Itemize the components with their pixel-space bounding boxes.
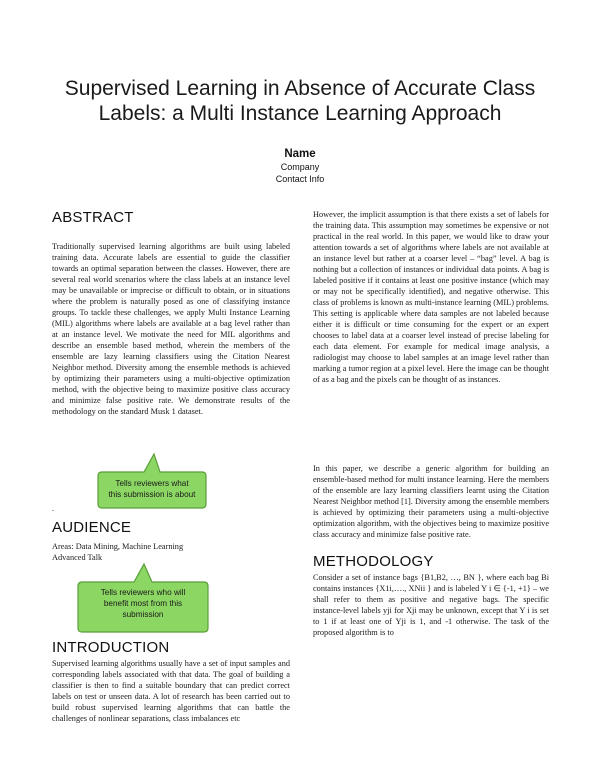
audience-text [52, 541, 290, 563]
title-line-2: Labels: a Multi Instance Learning Approach [98, 102, 502, 125]
abstract-heading: ABSTRACT [52, 209, 134, 226]
callout-text-2 [78, 587, 208, 620]
methodology-text [313, 572, 549, 638]
callout-2-line-2: benefit most from this [103, 599, 183, 608]
stray-dot: . [52, 504, 54, 513]
title-line-1: Supervised Learning in Absence of Accurate Class [64, 77, 536, 100]
right-column-text-2 [313, 463, 549, 540]
introduction-paragraph: Supervised learning algorithms usually have a set of input samples and corresponding labels associated with that data. The goal of building a classifier is then to find a suitable boundary that can predict correct labels on test or unseen data. A lot of research has been carried out to build robust supervised learning algorithms that can battle the challenges of nonlinear separations, class imbalances etc [52, 659, 290, 723]
callout-1-line-1: Tells reviewers what [115, 479, 189, 488]
abstract-paragraph: Traditionally supervised learning algorithms are built using labeled training data. Accurate labels are essential to guide the classifier towards an optimal separation between the classes. However, there are several real world scenarios where the class labels at an instance level may be unavailable or imprecise or difficult to obtain, or in situations where the problem is naturally posed as one of classifying instance groups. To tackle these challenges, we apply Multi Instance Learning (MIL) algorithms where labels are available at a bag level rather than at an instance level. We motivate the need for MIL algorithms and describe an ensemble based method, wherein the members of the ensemble are lazy learning classifiers using the Citation Nearest Neighbor method. Diversity among the ensemble methods is achieved by optimizing their parameters using a multi-objective optimization method, with the objective being to maximize positive class accuracy and minimize false positive rate. We demonstrate results of the methodology on the standard Musk 1 dataset. [52, 242, 290, 416]
methodology-paragraph: Consider a set of instance bags {B1,B2, …, BN }, where each bag Bi contains instances {X1i,…., XNii } and is labeled Y i ∈ {-1, +1} – we shall refer to them as positive and negative bags. The specific instance-level labels yji for Xji may be unknown, except that Y i is set to 1 if at least one of Yji is 1, and -1 otherwise. The task of the proposed algorithm is to [313, 573, 549, 637]
callout-text-1 [98, 478, 206, 500]
abstract-text [52, 241, 290, 417]
author-contact: Contact Info [275, 174, 325, 184]
callout-2-line-3: submission [122, 610, 164, 619]
introduction-text [52, 658, 290, 724]
paper-title [30, 76, 570, 126]
author-company: Company [280, 162, 320, 172]
right-paragraph-1: However, the implicit assumption is that there exists a set of labels for the training data. This assumption may sometimes be expensive or not practical in the real world. In this paper, we would like to draw your attention towards a set of algorithms where labels are not available at an instance level but rather at a coarser level – “bag” level. A bag is nothing but a collection of instances or individual data points. A bag is labeled positive if it contains at least one positive instance (which may or may not be specifically identified), and negative otherwise. This class of problems is known as multi-instance learning (MIL) problems. This setting is applicable where data samples are not labeled because either it is difficult or time consuming for the expert or an expert chooses to label data at a coarser level instead of precise labeling for each data element. For example for medical image analysis, a radiologist may choose to label samples at an image level rather than marking a tumor region at a pixel level. Here the image can be thought of as a bag and the pixels can be thought of as instances. [313, 210, 549, 384]
introduction-heading: INTRODUCTION [52, 639, 170, 656]
callout-1-line-2: this submission is about [108, 490, 196, 499]
right-column-text [313, 209, 549, 385]
audience-heading: AUDIENCE [52, 519, 132, 536]
author-name: Name [284, 148, 316, 160]
callout-2-line-1: Tells reviewers who will [100, 588, 186, 597]
audience-level: Advanced Talk [52, 553, 103, 562]
methodology-heading: METHODOLOGY [313, 553, 434, 570]
author-block [200, 147, 400, 185]
right-paragraph-2: In this paper, we describe a generic algorithm for building an ensemble-based method for multi instance learning. Here the members of the ensemble are lazy learning classifiers learnt using the Citation Nearest Neighbor method [1]. Diversity among the ensemble members is achieved by optimizing their parameters using a multi-objective optimization algorithm, with the objectives being to maximize positive class accuracy and minimize false positive rate. [313, 464, 549, 539]
audience-areas: Areas: Data Mining, Machine Learning [52, 542, 184, 551]
